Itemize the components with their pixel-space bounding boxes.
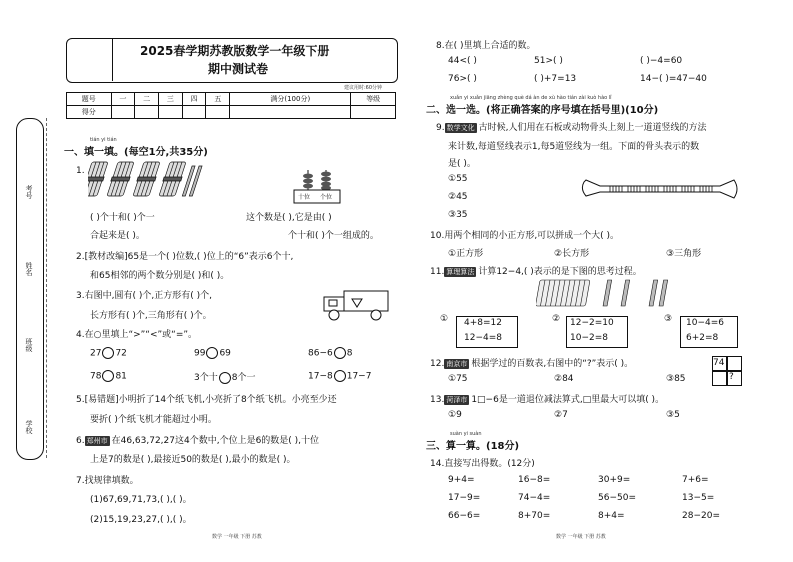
header-title: 2025春学期苏教版数学一年级下册: [140, 44, 330, 58]
q4-row2-c: [308, 370, 371, 382]
q11-opt1-line1: 4+8=12: [464, 318, 502, 328]
q4-value: 86−6: [308, 348, 333, 359]
q2-line2: 和65相邻的两个数分别是( )和( )。: [90, 271, 230, 281]
q1-line2: 合起来是( )。: [90, 231, 145, 241]
q4-title: 4.在○里填上“>”“<”或“=”。: [76, 330, 198, 340]
side-label-class: 班级: [25, 338, 33, 352]
q4-value: 78: [90, 371, 102, 382]
q11-opt3-line2: 6+2=8: [686, 333, 719, 343]
q9-line1: 9. 数学文化 古时候,人们用在石板或动物骨头上刻上一道道竖线的方法: [436, 123, 707, 133]
bundle-icon: [132, 162, 161, 196]
footer-right: 数学 一年级 下册 苏教: [556, 534, 606, 540]
score-row-label: 得分: [67, 106, 112, 119]
side-label-name: 姓名: [25, 262, 33, 276]
calc-item: 9+4=: [448, 475, 475, 485]
calc-item: 56−50=: [598, 493, 636, 503]
q8-r1-b: 51>( ): [534, 56, 563, 66]
score-header: 满分(100分): [230, 93, 351, 106]
q13-text: 1□−6是一道退位减法算式,□里最大可以填( )。: [471, 395, 665, 405]
q10-option-1[interactable]: ①正方形: [448, 249, 484, 259]
q9-option-1[interactable]: ①55: [448, 174, 468, 184]
q4-value: 8个一: [231, 373, 256, 383]
q10-option-2[interactable]: ②长方形: [554, 249, 590, 259]
q1-number: 1.: [76, 166, 85, 176]
q5-line2: 要折( )个纸飞机才能超过小明。: [90, 415, 217, 425]
q4-row2-b: [194, 370, 255, 384]
q12-badge: 南京市: [446, 360, 468, 368]
q14-title: 14.直接写出得数。(12分): [430, 459, 535, 469]
q6-text: 在46,63,72,27这4个数中,个位上是6的数是( ),十位: [111, 436, 320, 446]
q4-value: 3个十: [194, 373, 218, 383]
q13-option-1[interactable]: ①9: [448, 410, 462, 420]
q11-opt1-line2: 12−4=8: [464, 333, 502, 343]
q11-text: 计算12−4,( )表示的是下图的思考过程。: [478, 267, 642, 277]
score-cell[interactable]: [182, 106, 206, 119]
q4-value: 27: [90, 348, 102, 359]
score-header: 四: [182, 93, 206, 106]
q9-badge: 数学文化: [446, 124, 475, 132]
q7-b: (2)15,19,23,27,( ),( )。: [90, 515, 192, 525]
calc-item: 13−5=: [682, 493, 715, 503]
q12-line: 12. 南京市 根据学过的百数表,右图中的“?”表示( )。: [430, 359, 634, 369]
section-2-title: 二、选一选。(将正确答案的序号填在括号里)(10分): [426, 105, 659, 116]
pinyin-tianyitian: tián yi tián: [90, 137, 117, 143]
q4-value: 99: [194, 348, 206, 359]
q4-value: 17−8: [308, 371, 333, 382]
score-header: 二: [135, 93, 159, 106]
bundle-icon: [88, 162, 109, 196]
q13-line: 13. 菏泽市 1□−6是一道退位减法算式,□里最大可以填( )。: [430, 395, 665, 405]
q7-title: 7.找规律填数。: [76, 476, 139, 486]
compare-circle[interactable]: [219, 372, 231, 384]
bundle-icon: [158, 162, 187, 196]
q4-value: 69: [219, 348, 231, 359]
stick-bundles-image: [88, 160, 213, 200]
compare-circle[interactable]: [102, 370, 114, 382]
single-stick-icon: [621, 280, 630, 306]
q13-option-2[interactable]: ②7: [554, 410, 568, 420]
calc-item: 28−20=: [682, 511, 720, 521]
score-cell[interactable]: [230, 106, 351, 119]
score-table: [66, 92, 396, 119]
abacus-ones-label: 个位: [320, 194, 333, 201]
q11-sticks-image: [536, 278, 676, 310]
side-label-kaohao: 考号: [25, 185, 33, 199]
header-subtitle: 期中测试卷: [208, 62, 269, 76]
q8-r2-c: 14−( )=47−40: [640, 74, 707, 84]
calc-item: 66−6=: [448, 511, 481, 521]
q8-r2-b: ( )+7=13: [534, 74, 577, 84]
bundle-icon: [106, 162, 135, 196]
score-cell[interactable]: [111, 106, 135, 119]
q11-opt2-line2: 10−2=8: [570, 333, 608, 343]
q8-title: 8.在( )里填上合适的数。: [436, 41, 536, 51]
time-note: 建议用时:60分钟: [344, 85, 383, 91]
section-1-title: 一、填一填。(每空1分,共35分): [64, 147, 208, 158]
score-header: 题号: [67, 93, 112, 106]
score-header: 三: [158, 93, 182, 106]
q6-line2: 上是7的数是( ),最接近50的数是( ),最小的数是( )。: [90, 455, 296, 465]
hundred-chart-value: 74: [713, 358, 725, 368]
compare-circle[interactable]: [334, 370, 346, 382]
q9-option-2[interactable]: ②45: [448, 192, 468, 202]
q11-badge: 算理算法: [446, 268, 475, 276]
q12-text: 根据学过的百数表,右图中的“?”表示( )。: [471, 359, 634, 369]
q4-value: 17−7: [346, 371, 372, 382]
q3-line1: 3.右图中,圆有( )个,正方形有( )个,: [76, 291, 212, 301]
q9-line2: 来计数,每道竖线表示1,每5道竖线为一组。下面的骨头表示的数: [448, 142, 700, 152]
q1-line2b: 个十和( )个一组成的。: [288, 231, 379, 241]
q7-a: (1)67,69,71,73,( ),( )。: [90, 495, 192, 505]
q4-value: 81: [115, 371, 127, 382]
score-header: 等级: [351, 93, 396, 106]
calc-item: 8+70=: [518, 511, 551, 521]
hundred-chart-question: ?: [729, 372, 734, 382]
q11-option-3-label[interactable]: ③: [664, 314, 673, 324]
q8-r1-a: 44<( ): [448, 56, 477, 66]
score-cell[interactable]: [351, 106, 396, 119]
q5-badge: 易错题: [88, 395, 116, 405]
score-cell[interactable]: [206, 106, 230, 119]
q5-line1: 5.[易错题]小明折了14个纸飞机,小亮折了8个纸飞机。小亮至少还: [76, 395, 337, 405]
pinyin-xuanyixuan: xuǎn yi xuǎn jiāng zhèng què dá àn de xù hào tián zài kuò hào lǐ: [450, 95, 612, 101]
q4-row2: [90, 370, 127, 382]
truck-image: [316, 283, 391, 328]
calc-item: 8+4=: [598, 511, 625, 521]
bone-tally-image: [580, 174, 740, 204]
score-cell[interactable]: [158, 106, 182, 119]
q6-badge: 郑州市: [86, 437, 108, 445]
side-label-school: 学校: [25, 420, 33, 434]
cut-line: [46, 118, 47, 458]
single-stick-icon: [659, 280, 668, 306]
q8-r2-a: 76>( ): [448, 74, 477, 84]
score-header: 一: [111, 93, 135, 106]
q8-r1-c: ( )−4=60: [640, 56, 683, 66]
q4-row1: [90, 347, 127, 359]
q10-option-3[interactable]: ③三角形: [666, 249, 702, 259]
compare-circle[interactable]: [206, 347, 218, 359]
score-header: 五: [206, 93, 230, 106]
binding-strip: [16, 118, 44, 460]
single-stick-icon: [603, 280, 612, 306]
q6-line1: 6. 郑州市 在46,63,72,27这4个数中,个位上是6的数是( ),十位: [76, 436, 320, 446]
score-cell[interactable]: [135, 106, 159, 119]
q1-line1b: 这个数是( ),它是由( ): [246, 213, 332, 223]
single-stick-icon: [649, 280, 658, 306]
calc-item: 74−4=: [518, 493, 551, 503]
q11-option-1-label[interactable]: ①: [440, 314, 449, 324]
compare-circle[interactable]: [334, 347, 346, 359]
q11-opt2-line1: 12−2=10: [570, 318, 614, 328]
footer-left: 数学 一年级 下册 苏教: [212, 534, 262, 540]
section-3-title: 三、算一算。(18分): [426, 441, 520, 452]
compare-circle[interactable]: [102, 347, 114, 359]
calc-item: 16−8=: [518, 475, 551, 485]
calc-item: 30+9=: [598, 475, 631, 485]
q4-value: 72: [115, 348, 127, 359]
q4-row1-b: [194, 347, 231, 359]
q10-text: 10.用两个相同的小正方形,可以拼成一个大( )。: [430, 231, 620, 241]
calc-item: 7+6=: [682, 475, 709, 485]
q12-option-3[interactable]: ③85: [666, 374, 686, 384]
q12-option-1[interactable]: ①75: [448, 374, 468, 384]
q9-option-3[interactable]: ③35: [448, 210, 468, 220]
q13-option-3[interactable]: ③5: [666, 410, 680, 420]
abacus-tens-label: 十位: [298, 194, 311, 201]
pinyin-suanyisuan: suàn yi suàn: [450, 431, 482, 437]
q13-badge: 菏泽市: [446, 396, 468, 404]
q9-text: 古时候,人们用在石板或动物骨头上刻上一道道竖线的方法: [478, 123, 707, 133]
q1-line1: ( )个十和( )个一: [90, 213, 155, 223]
q2-line1: 2.[教材改编]65是一个( )位数,( )位上的“6”表示6个十,: [76, 252, 294, 262]
calc-item: 17−9=: [448, 493, 481, 503]
q4-row1-c: [308, 347, 352, 359]
q9-line3: 是( )。: [448, 159, 476, 169]
q3-line2: 长方形有( )个,三角形有( )个。: [90, 311, 212, 321]
q11-option-2-label[interactable]: ②: [552, 314, 561, 324]
q11-line: 11. 算理算法 计算12−4,( )表示的是下图的思考过程。: [430, 267, 642, 277]
q4-value: 8: [346, 348, 353, 359]
bundle-icon: [536, 280, 590, 306]
q5-text: 小明折了14个纸飞机,小亮折了8个纸飞机。小亮至少还: [118, 395, 337, 405]
q12-option-2[interactable]: ②84: [554, 374, 574, 384]
header-divider: [112, 38, 113, 81]
q11-opt3-line1: 10−4=6: [686, 318, 724, 328]
